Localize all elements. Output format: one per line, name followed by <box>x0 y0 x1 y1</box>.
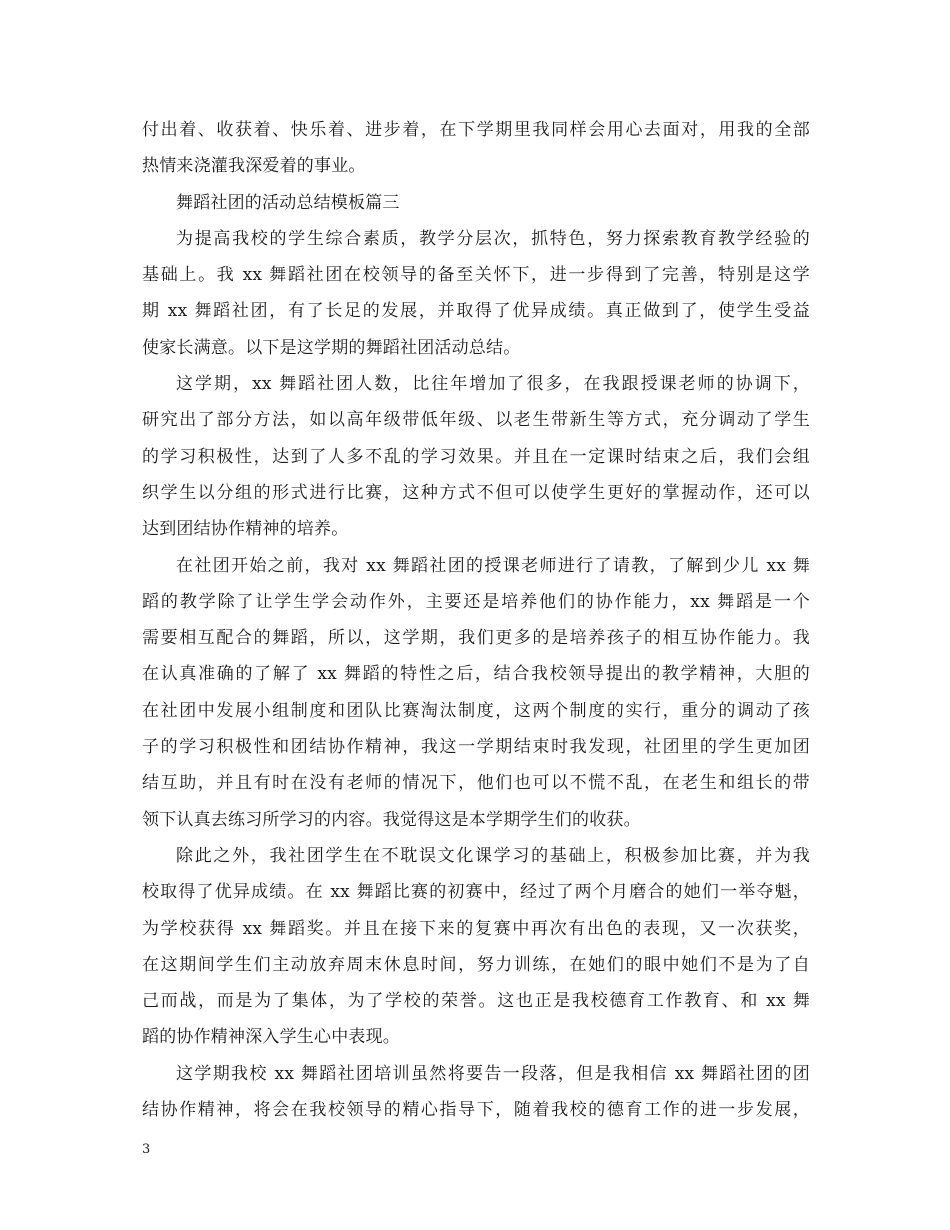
text-line: 为提高我校的学生综合素质，教学分层次，抓特色，努力探索教育教学经验的 <box>176 228 810 249</box>
text-line: 使家长满意。以下是这学期的舞蹈社团活动总结。 <box>142 337 521 358</box>
text-line: 这学期我校 xx 舞蹈社团培训虽然将要告一段落，但是我相信 xx 舞蹈社团的团 <box>176 1063 810 1084</box>
page-number: 3 <box>142 1142 151 1157</box>
text-line: 在认真准确的了解了 xx 舞蹈的特性之后，结合我校领导提出的教学精神，大胆的 <box>142 664 810 685</box>
text-line: 蹈的教学除了让学生学会动作外，主要还是培养他们的协作能力，xx 舞蹈是一个 <box>142 591 810 612</box>
text-line: 付出着、收获着、快乐着、进步着，在下学期里我同样会用心去面对，用我的全部 <box>142 120 810 140</box>
body-text <box>142 112 810 1128</box>
text-line: 的学习积极性，达到了人多不乱的学习效果。并且在一定课时结束之后，我们会组 <box>142 446 810 467</box>
text-line: 子的学习积极性和团结协作精神，我这一学期结束时我发现，社团里的学生更加团 <box>142 737 810 758</box>
text-line: 期 xx 舞蹈社团，有了长足的发展，并取得了优异成绩。真正做到了，使学生受益 <box>142 301 810 322</box>
text-line: 基础上。我 xx 舞蹈社团在校领导的备至关怀下，进一步得到了完善，特别是这学 <box>142 265 810 286</box>
text-line: 除此之外，我社团学生在不耽误文化课学习的基础上，积极参加比赛，并为我 <box>176 845 810 866</box>
text-line: 需要相互配合的舞蹈，所以，这学期，我们更多的是培养孩子的相互协作能力。我 <box>142 628 810 649</box>
text-line: 在社团开始之前，我对 xx 舞蹈社团的授课老师进行了请教，了解到少儿 xx 舞 <box>176 555 810 576</box>
text-line: 己而战，而是为了集体，为了学校的荣誉。这也正是我校德育工作教育、和 xx 舞 <box>142 991 810 1012</box>
section-heading: 舞蹈社团的活动总结模板篇三 <box>176 192 400 213</box>
text-line: 热情来浇灌我深爱着的事业。 <box>142 156 366 177</box>
text-line: 达到团结协作精神的培养。 <box>142 519 349 540</box>
text-line: 蹈的协作精神深入学生心中表现。 <box>142 1027 400 1048</box>
text-line: 研究出了部分方法，如以高年级带低年级、以老生带新生等方式，充分调动了学生 <box>142 410 810 431</box>
text-line: 校取得了优异成绩。在 xx 舞蹈比赛的初赛中，经过了两个月磨合的她们一举夺魁， <box>142 882 810 903</box>
text-line: 为学校获得 xx 舞蹈奖。并且在接下来的复赛中再次有出色的表现，又一次获奖， <box>142 918 810 939</box>
text-line: 结互助，并且有时在没有老师的情况下，他们也可以不慌不乱，在老生和组长的带 <box>142 773 810 794</box>
text-line: 在社团中发展小组制度和团队比赛淘汰制度，这两个制度的实行，重分的调动了孩 <box>142 700 810 721</box>
text-line: 领下认真去练习所学习的内容。我觉得这是本学期学生们的收获。 <box>142 809 641 830</box>
text-line: 织学生以分组的形式进行比赛，这种方式不但可以使学生更好的掌握动作，还可以 <box>142 482 810 503</box>
text-line: 这学期，xx 舞蹈社团人数，比往年增加了很多，在我跟授课老师的协调下， <box>176 374 810 395</box>
text-line: 在这期间学生们主动放弃周末休息时间，努力训练，在她们的眼中她们不是为了自 <box>142 954 810 975</box>
text-line: 结协作精神，将会在我校领导的精心指导下，随着我校的德育工作的进一步发展， <box>142 1100 810 1121</box>
